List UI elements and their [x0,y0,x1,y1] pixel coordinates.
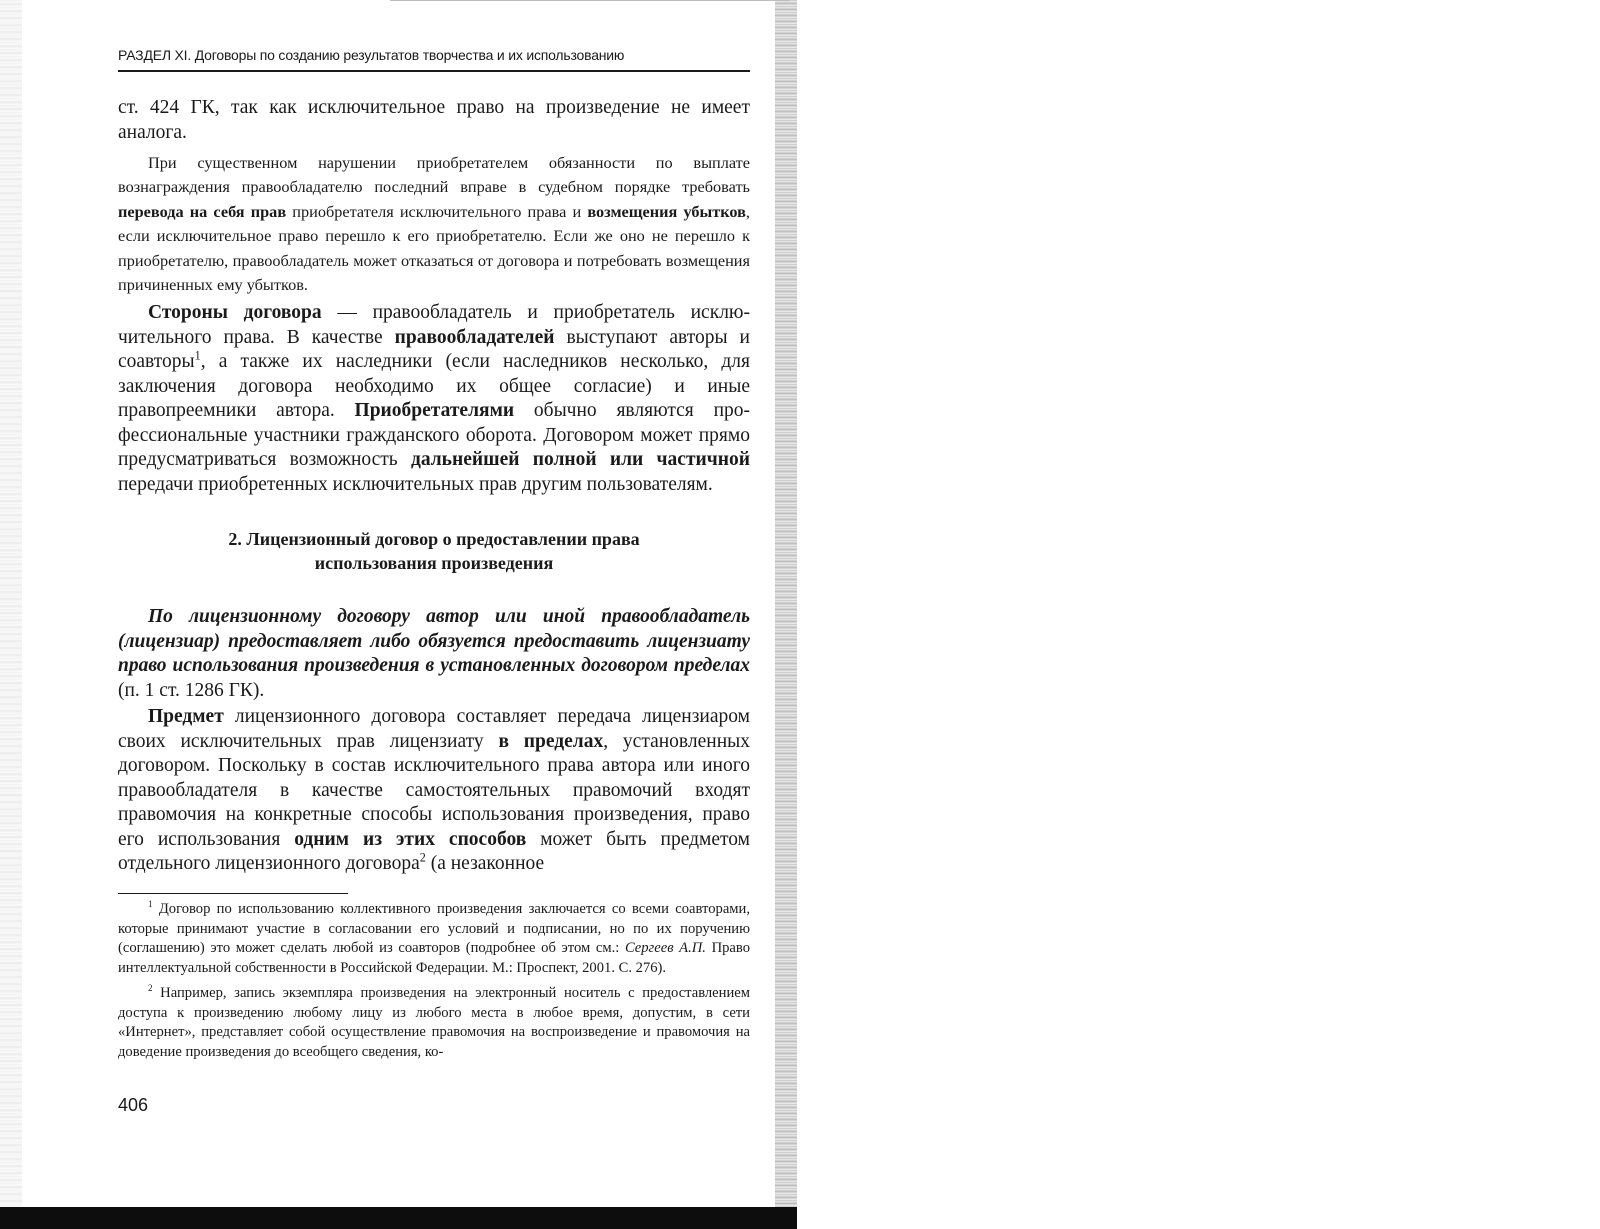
paragraph-3: Стороны договора — правообладатель и приобретатель исключительного права. В качестве правообладателей выступают авторы и соавторы$^1$, а также их наследники (если наследников несколько, для заключения договора необходимо их общее согласие) и иные правопреемники автора. Приобретателями обычно являются профессиональные участники гражданского оборота. Договором может прямо предусматриваться возможность дальнейшей полной или частичной передачи приобретенных исключительных прав другим пользователям. [118,302,751,495]
section-heading-line-2: использования произведения [314,553,554,574]
footnote-rule [118,893,348,895]
bold-italic-definition: По лицензионному договору автор или иной правообладатель (лицензиар) предоставляет либо обязуется предоставить лицензиату право использования произведения в установленных договором пределах [118,606,750,677]
running-header: РАЗДЕЛ XI. Договоры по созданию результатов творчества и их использованию [118,47,625,63]
paragraph-2: При существенном нарушении приобретателем обязанности по выплате вознаграждения правообладателю последний вправе в судебном порядке требовать перевода на себя прав приобретателя исключительного права и возмещения убытков, если исключительное право перешло к его приобретателю. Если же оно не перешло к приобретателю, правообладатель может отказаться от договора и потребовать возмещения причиненных ему убытков. [118,153,750,295]
footnote-ref-1: 1 [194,348,201,363]
bold-phrase: дальнейшей полной или частичной [410,449,750,471]
bold-phrase: перевода на себя прав [118,201,287,221]
bold-phrase: Приобретателями [354,400,515,422]
paragraph-4: По лицензионному договору автор или иной правообладатель (лицензиар) предоставляет либо обязуется предоставить лицензиату право использования произведения в установленных договором пределах (п. 1 ст. 1286 ГК). [118,606,750,701]
footnote-ref-2: 2 [419,850,426,865]
section-heading [118,527,750,575]
footnote-1: $^1$ Договор по использованию коллективного произведения заключается со всеми соавторами, которые принимают участие в согласовании его условий и подписании, но по их поручению (соглашению) это может сделать любой из соавторов (подробнее об этом см.: Сергеев А.П. Право интеллектуальной собственности в Российской Федерации. М.: Проспект, 2001. С. 276). [118,899,750,976]
paragraph-5: Предмет лицензионного договора составляет передача лицензиаром своих исключительных прав лицензиату в пределах, установленных договором. Поскольку в состав исключительного права автора или иного правообладателя в качестве самостоятельных правомочий входят правомочия на конкретные способы использования произведения, право его использования одним из этих способов может быть предметом отдельного лицензионного договора$^2$ (а незаконное [118,706,751,875]
bold-phrase: Стороны договора [148,302,322,324]
author-name: Сергеев А.П. [624,940,706,957]
scan-edge-left [0,0,22,1229]
bold-phrase: Предмет [148,706,224,728]
scan-edge-right [775,0,797,1229]
bold-phrase: одним из этих способов [294,828,527,850]
paragraph-1: ст. 424 ГК, так как исключительное право на произведение не имеет аналога. [118,97,750,143]
scan-edge-top [390,0,790,1]
footnote-number: 2 [148,983,153,994]
footnote-number: 1 [148,899,153,910]
section-heading-line-1: 2. Лицензионный договор о предоставлении права [228,529,640,550]
header-rule [118,70,750,72]
book-page [118,44,750,1062]
bold-phrase: правообладателей [394,326,555,348]
scan-edge-bottom [0,1207,797,1229]
footnote-2: $^2$ Например, запись экземпляра произведения на электронный носитель с предоставлением доступа к произведению любому лицу из любого места в любое время, допустим, в сети «Интернет», представляет собой осуществление правомочия на воспроизведение и правомочия на доведение произведения до всеобщего сведения, ко- [118,983,750,1060]
bold-phrase: в пределах [498,730,604,752]
bold-phrase: возмещения убытков [587,201,746,221]
page-number: 406 [118,1095,149,1115]
